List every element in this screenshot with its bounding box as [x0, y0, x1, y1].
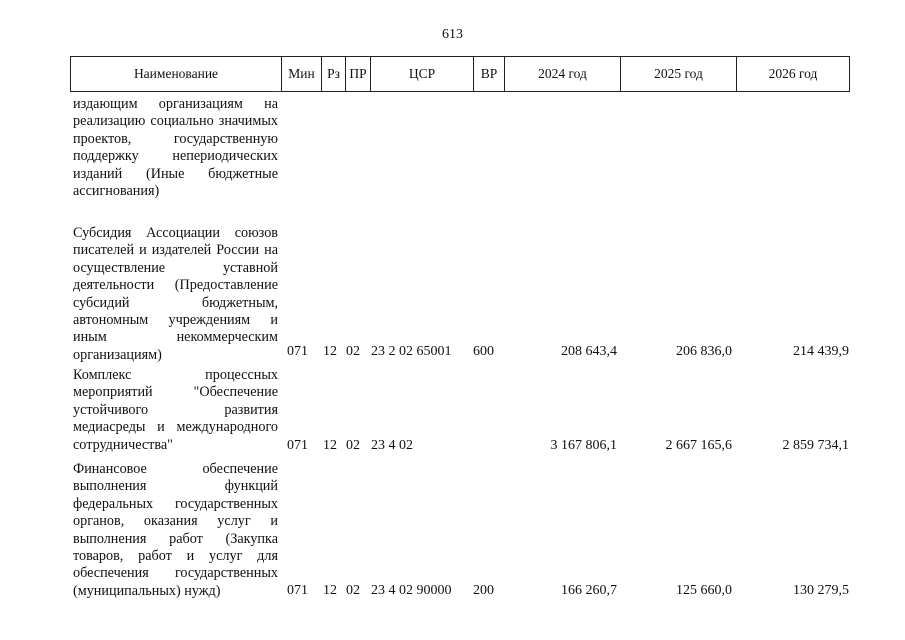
row-rz: 12 [323, 438, 337, 453]
row-rz: 12 [323, 583, 337, 598]
row-2025: 206 836,0 [676, 344, 732, 359]
row-2026: 2 859 734,1 [782, 438, 849, 453]
header-min: Мин [288, 66, 315, 81]
row-name: Субсидия Ассоциации союзов писателей и издателей России на осуществление уставной деятельности (Предоставление субсидий бюджетным, автономным учреждениям и иным некоммерческим организациям) [73, 225, 278, 363]
header-vr: ВР [480, 66, 498, 81]
row-name: Финансовое обеспечение выполнения функций федеральных государственных органов, оказания услуг и выполнения работ (Закупка товаров, работ и услуг для обеспечения государственных (муниципальных) нужд) [73, 461, 278, 599]
row-2025: 2 667 165,6 [665, 438, 732, 453]
row-2024: 3 167 806,1 [550, 438, 617, 453]
row-vr: 200 [473, 583, 494, 598]
row-pr: 02 [346, 438, 360, 453]
header-mark [272, 91, 282, 92]
row-2026: 130 279,5 [793, 583, 849, 598]
header-2026: 2026 год [768, 66, 818, 81]
row-min: 071 [287, 438, 308, 453]
row-rz: 12 [323, 344, 337, 359]
row-csr: 23 2 02 65001 [371, 344, 452, 359]
row-2024: 166 260,7 [561, 583, 617, 598]
row-name: издающим организациям на реализацию социально значимых проектов, государственную поддержку непериодических изданий (Иные бюджетные ассигнования) [73, 96, 278, 200]
header-rz: Рз [327, 66, 340, 81]
row-2024: 208 643,4 [561, 344, 617, 359]
row-min: 071 [287, 344, 308, 359]
row-2026: 214 439,9 [793, 344, 849, 359]
header-pr: ПР [349, 66, 367, 81]
row-pr: 02 [346, 583, 360, 598]
table-header [70, 56, 850, 92]
page-number: 613 [442, 27, 463, 42]
row-csr: 23 4 02 [371, 438, 413, 453]
row-csr: 23 4 02 90000 [371, 583, 452, 598]
header-csr: ЦСР [408, 66, 436, 81]
row-pr: 02 [346, 344, 360, 359]
row-name: Комплекс процессных мероприятий "Обеспечение устойчивого развития медиасреды и международного сотрудничества" [73, 367, 278, 453]
header-2025: 2025 год [654, 66, 703, 81]
header-name: Наименование [133, 66, 219, 81]
row-min: 071 [287, 583, 308, 598]
row-2025: 125 660,0 [676, 583, 732, 598]
row-vr: 600 [473, 344, 494, 359]
header-2024: 2024 год [538, 66, 587, 81]
